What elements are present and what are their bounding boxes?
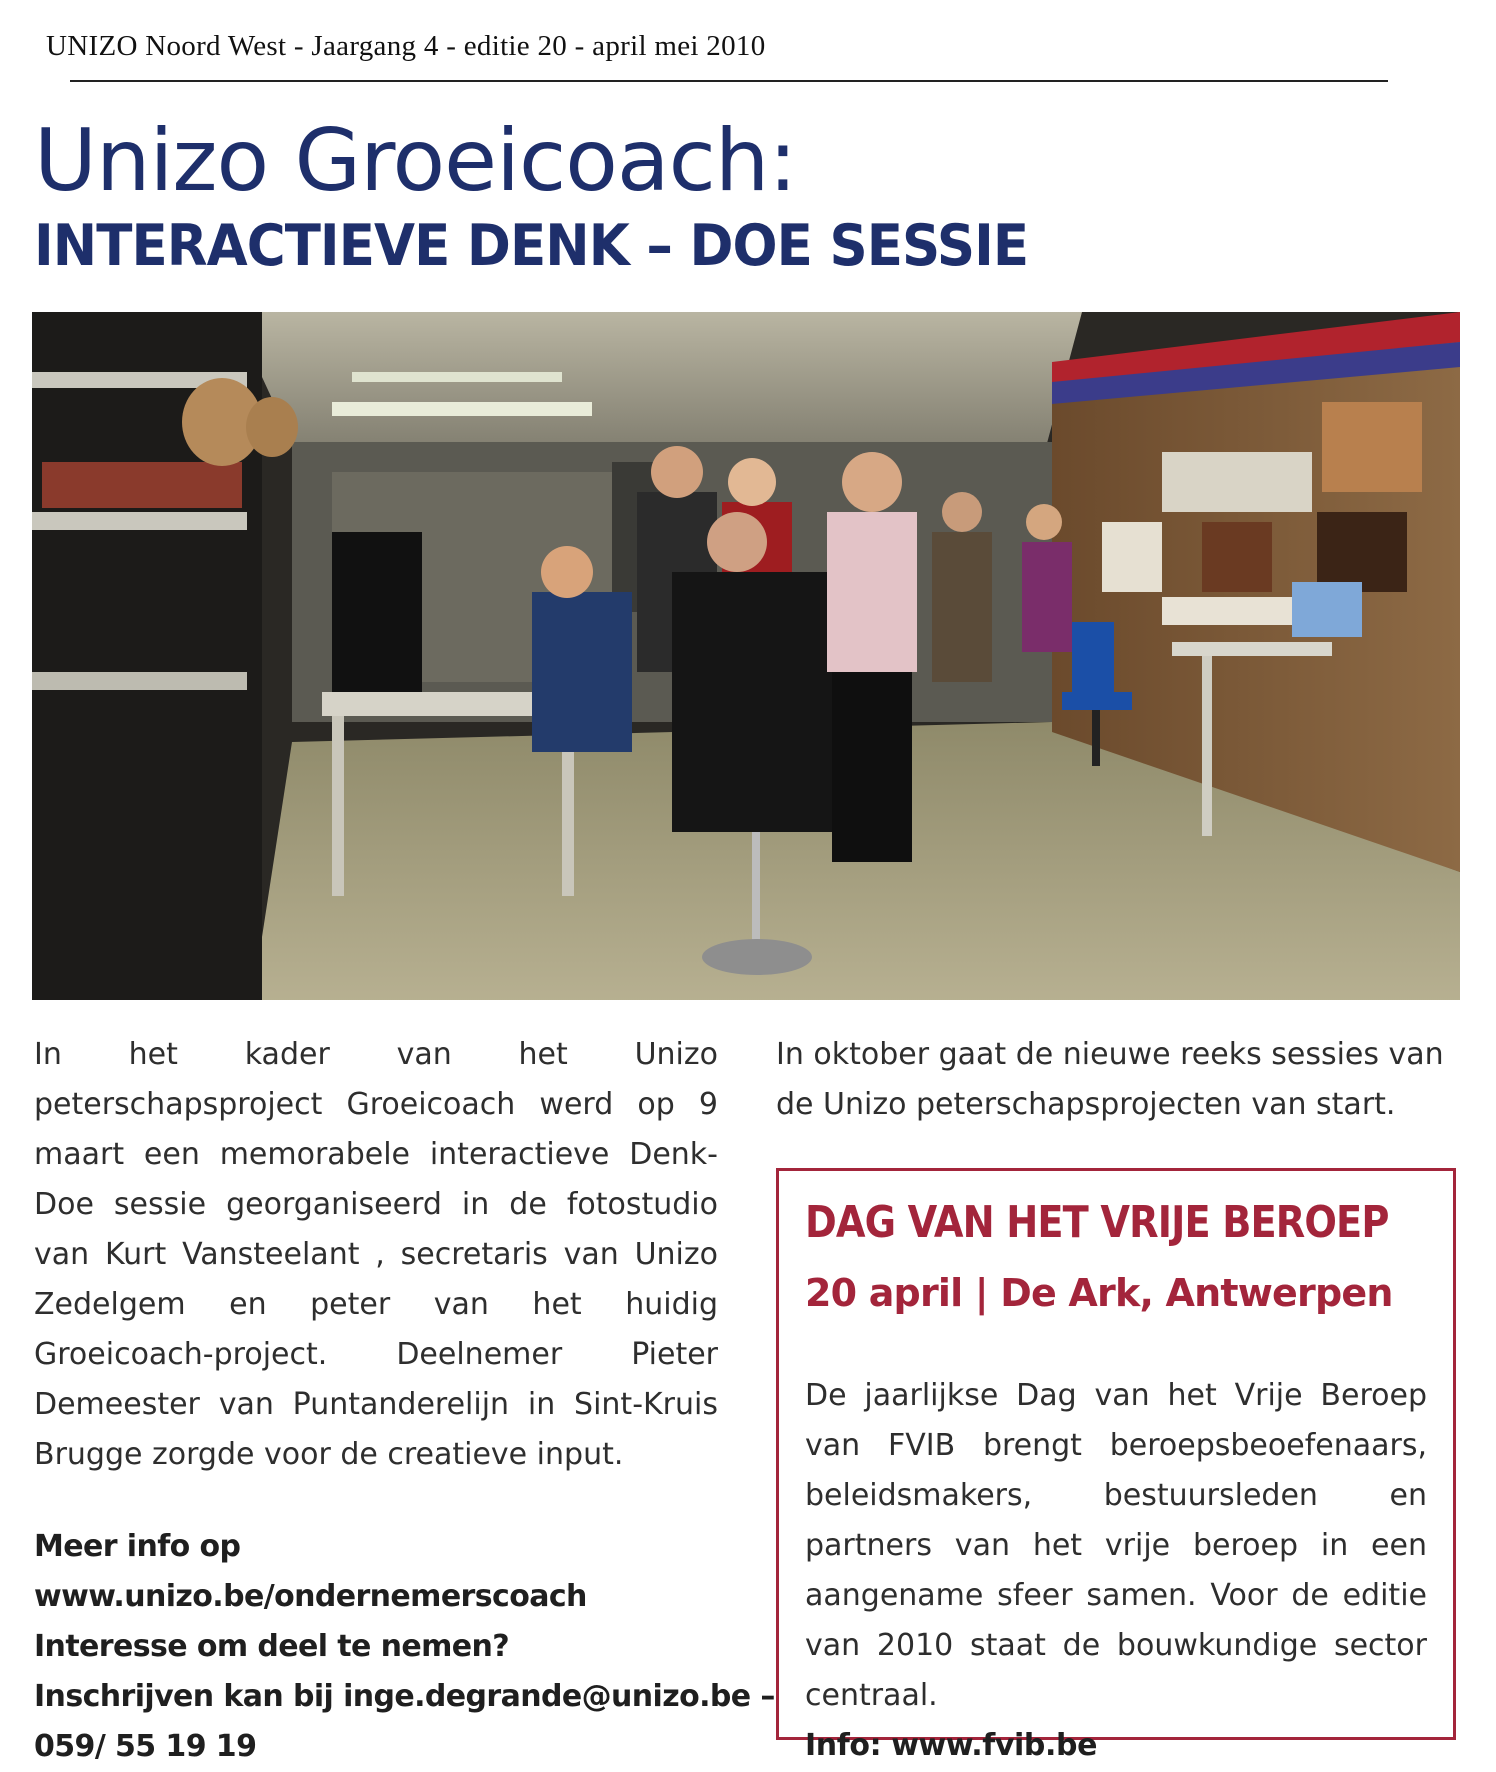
info-link-ondernemerscoach[interactable]: www.unizo.be/ondernemerscoach bbox=[34, 1579, 587, 1614]
article-body: In het kader van het Unizo peterschapsproject Groeicoach werd op 9 maart een memorabele interactieve Denk-Doe sessie georganiseerd in de fotostudio van Kurt Vansteelant , secretaris van Unizo Zedelgem en peter van het huidig Groeicoach-project. Deelnemer Pieter Demeester van Puntanderelijn in Sint-Kruis Brugge zorgde voor de creatieve input. bbox=[34, 1037, 718, 1472]
callout-body: De jaarlijkse Dag van het Vrije Beroep van FVIB brengt beroepsbeoefenaars, beleidsmakers, bestuursleden en partners van het vrije beroep in een aangename sfeer samen. Voor de editie van 2010 staat de bouwkundige sector centraal. bbox=[805, 1378, 1427, 1714]
header-rule bbox=[70, 80, 1388, 82]
right-intro: In oktober gaat de nieuwe reeks sessies van de Unizo peterschapsprojecten van start. bbox=[776, 1037, 1444, 1122]
left-column bbox=[34, 1030, 775, 1772]
right-column bbox=[776, 1030, 1462, 1130]
info-line-1: Meer info op bbox=[34, 1529, 241, 1564]
info-line-3: Interesse om deel te nemen? bbox=[34, 1629, 510, 1664]
callout-subtitle: 20 april | De Ark, Antwerpen bbox=[805, 1271, 1393, 1316]
article-subtitle: INTERACTIEVE DENK – DOE SESSIE bbox=[34, 213, 1029, 279]
callout-box bbox=[776, 1168, 1456, 1764]
info-block bbox=[34, 1522, 775, 1772]
callout-body-wrap bbox=[805, 1371, 1427, 1771]
masthead: UNIZO Noord West - Jaargang 4 - editie 20 - april mei 2010 bbox=[46, 30, 766, 62]
callout-title: DAG VAN HET VRIJE BEROEP bbox=[805, 1197, 1389, 1248]
info-phone: 059/ 55 19 19 bbox=[34, 1729, 257, 1764]
studio-photo bbox=[32, 312, 1460, 1000]
article-title: Unizo Groeicoach: bbox=[34, 111, 797, 211]
callout-info-link[interactable]: Info: www.fvib.be bbox=[805, 1728, 1098, 1764]
info-email-line[interactable]: Inschrijven kan bij inge.degrande@unizo.be – bbox=[34, 1679, 775, 1714]
